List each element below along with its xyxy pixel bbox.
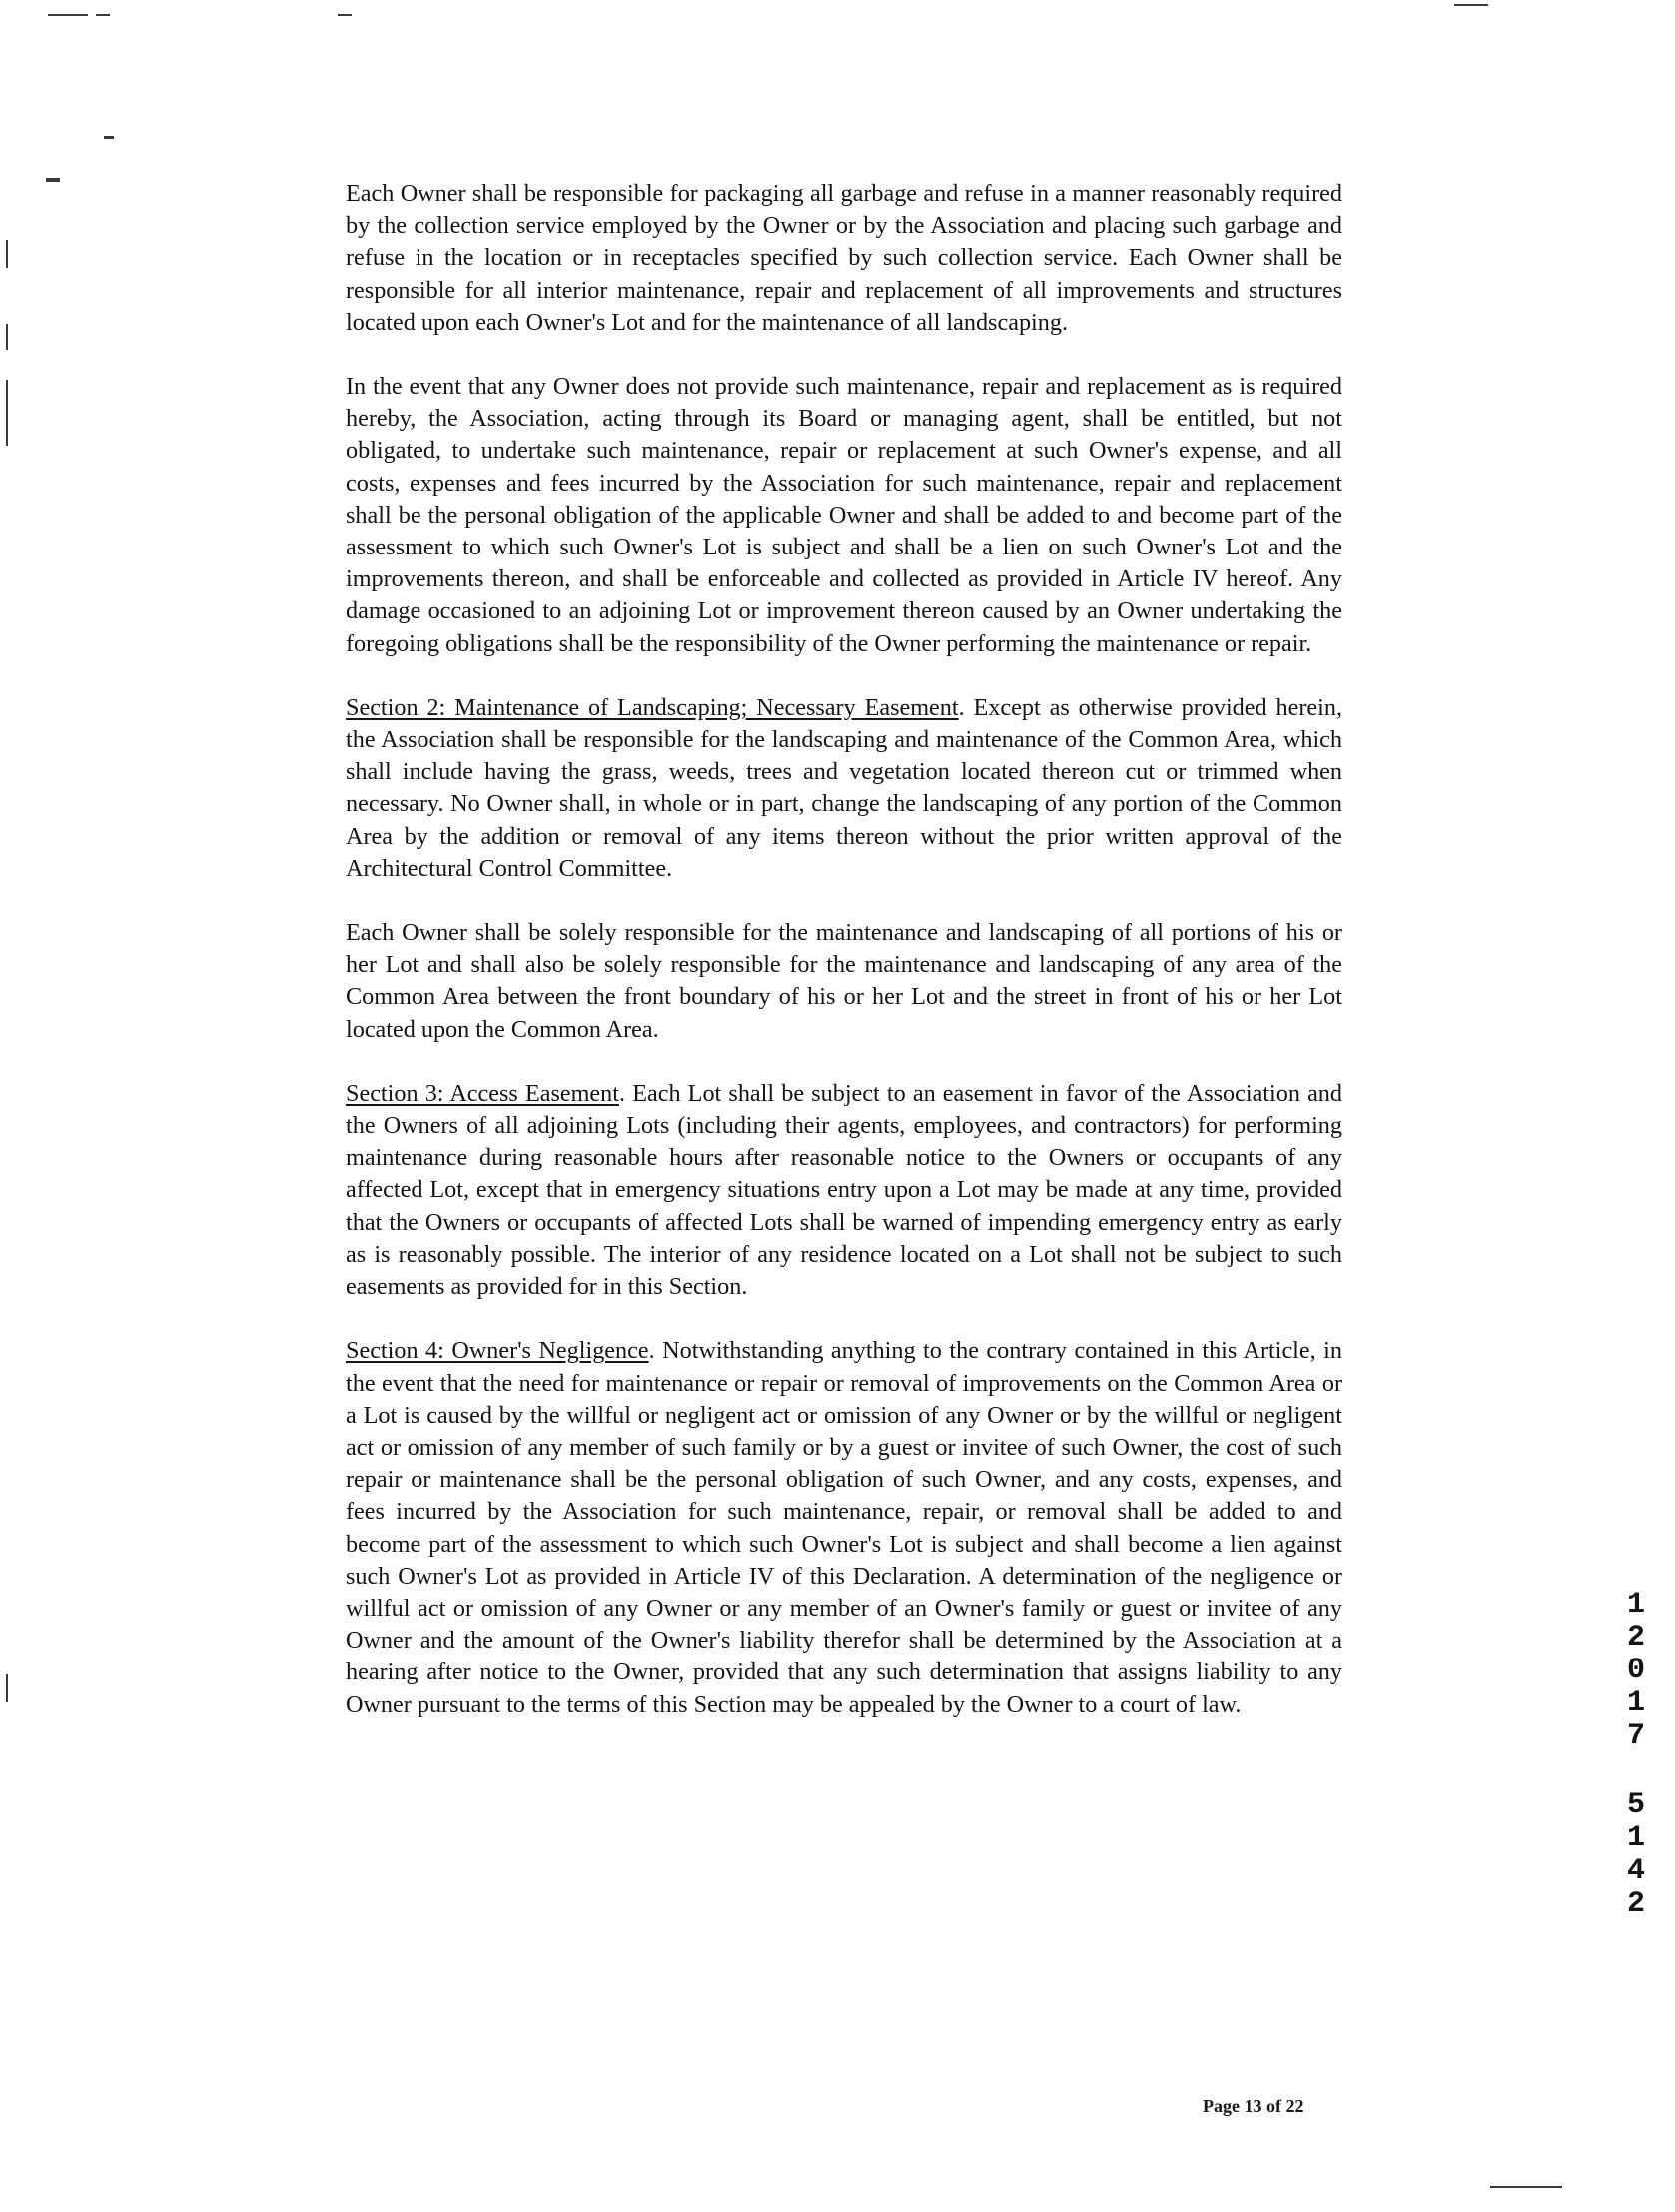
scan-artifact-left-line-4 [6, 1674, 8, 1702]
paragraph-text: . Except as otherwise provided herein, the Association shall be responsible for the landscaping and maintenance of the Common Area, which shall include having the grass, weeds, trees and vegetation located thereon cut or trimmed when necessary. No Owner shall, in whole or in part, change the landscaping of any portion of the Common Area by the addition or removal of any items thereon without the prior written approval of the Architectural Control Committee. [346, 693, 1342, 882]
scan-artifact-left-line-1 [6, 240, 8, 268]
doc-digit: 2 [1626, 1621, 1645, 1655]
document-body [346, 178, 1342, 1721]
scan-artifact-speck [104, 136, 114, 139]
paragraph-owner-lot-landscaping [346, 917, 1342, 1046]
doc-digit: 5 [1626, 1788, 1645, 1822]
doc-digit: 0 [1626, 1654, 1645, 1687]
scan-artifact-top [338, 14, 352, 16]
doc-number-gap [1616, 1753, 1656, 1789]
doc-digit: 4 [1626, 1854, 1645, 1888]
section-4-owner-negligence [346, 1335, 1342, 1720]
paragraph-owner-default [346, 371, 1342, 660]
doc-digit: 1 [1626, 1588, 1645, 1622]
paragraph-text: . Each Lot shall be subject to an easement in favor of the Association and the Owners of all adjoining Lots (including their agents, employees, and contractors) for performing maintenance during reasonable hours after reasonable notice to the Owners or occupants of any affected Lot, except that in emergency situations entry upon a Lot may be made at any time, provided that the Owners or occupants of affected Lots shall be warned of impending emergency entry as early as is reasonably possible. The interior of any residence located on a Lot shall not be subject to such easements as provided for in this Section. [346, 1079, 1342, 1301]
scan-artifact-left-line-2 [6, 324, 8, 350]
scan-artifact-corner [46, 178, 60, 182]
doc-digit: 2 [1626, 1887, 1645, 1921]
paragraph-text: Each Owner shall be solely responsible for the maintenance and landscaping of all portions of his or her Lot and shall also be solely responsible for the maintenance and landscaping of any area of the Common Area between the front boundary of his or her Lot and the street in front of his or her Lot located upon the Common Area. [346, 919, 1342, 1043]
section-3-access-easement [346, 1078, 1342, 1303]
scan-artifact-left-line-3 [6, 380, 8, 446]
section-heading: Section 2: Maintenance of Landscaping; Necessary Easement [346, 693, 959, 721]
scan-artifact-top-left [48, 14, 88, 16]
paragraph-text: In the event that any Owner does not provide such maintenance, repair and replacement as is required hereby, the Association, acting through its Board or managing agent, shall be entitled, but not obligated, to undertake such maintenance, repair or replacement at such Owner's expense, and all costs, expenses and fees incurred by the Association for such maintenance, repair and replacement shall be the personal obligation of the applicable Owner and shall be added to and become part of the assessment to which such Owner's Lot is subject and shall be a lien on such Owner's Lot and the improvements thereon, and shall be enforceable and collected as provided in Article IV hereof. Any damage occasioned to an adjoining Lot or improvement thereon caused by an Owner undertaking the foregoing obligations shall be the responsibility of the Owner performing the maintenance or repair. [346, 373, 1342, 657]
doc-digit: 1 [1626, 1686, 1645, 1720]
paragraph-text: Each Owner shall be responsible for packaging all garbage and refuse in a manner reasonably required by the collection service employed by the Owner or by the Association and placing such garbage and refuse in the location or in receptacles specified by such collection service. Each Owner shall be responsible for all interior maintenance, repair and replacement of all improvements and structures located upon each Owner's Lot and for the maintenance of all landscaping. [346, 180, 1342, 336]
scan-artifact-bottom-right [1490, 2186, 1562, 2188]
scan-artifact-top-left-dash [96, 14, 110, 16]
page-footer: Page 13 of 22 [1203, 2096, 1304, 2116]
section-heading: Section 4: Owner's Negligence [346, 1337, 649, 1365]
document-number-stamp [1616, 1589, 1656, 1921]
doc-digit: 7 [1626, 1719, 1645, 1753]
doc-digit: 1 [1626, 1821, 1645, 1855]
section-2-landscaping [346, 692, 1342, 885]
section-heading: Section 3: Access Easement [346, 1079, 619, 1107]
paragraph-text: . Notwithstanding anything to the contrary contained in this Article, in the event that the need for maintenance or repair or removal of improvements on the Common Area or a Lot is caused by the willful or negligent act or omission of any Owner or by the willful or negligent act or omission of any member of such family or by a guest or invitee of such Owner, the cost of such repair or maintenance shall be the personal obligation of such Owner, and any costs, expenses, and fees incurred by the Association for such maintenance, repair, or removal shall be added to and become part of the assessment to which such Owner's Lot is subject and shall become a lien against such Owner's Lot as provided in Article IV of this Declaration. A determination of the negligence or willful act or omission of any Owner or any member of an Owner's family or guest or invitee of any Owner and the amount of the Owner's liability therefor shall be determined by the Association at a hearing after notice to the Owner, provided that any such determination that assigns liability to any Owner pursuant to the terms of this Section may be appealed by the Owner to a court of law. [346, 1337, 1343, 1718]
scan-artifact-top-right [1454, 4, 1488, 6]
paragraph-garbage-maintenance [346, 178, 1342, 339]
